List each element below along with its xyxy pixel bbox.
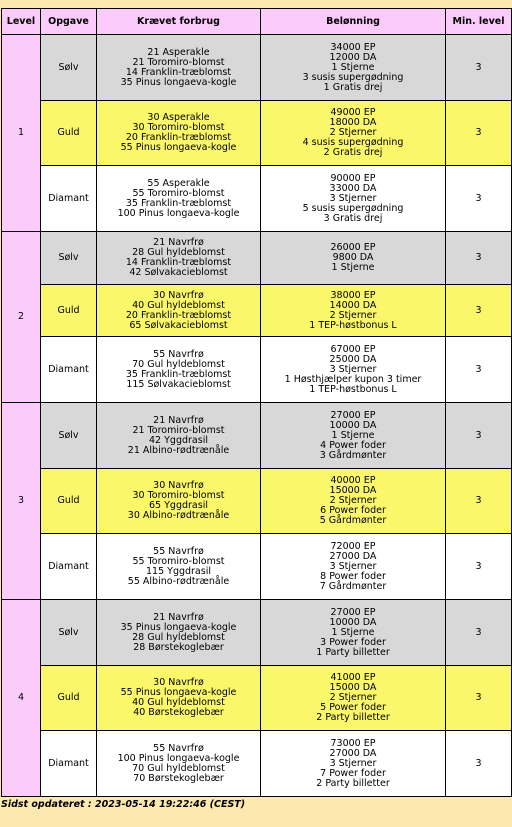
required-item: 115 Yggdrasil: [145, 565, 211, 577]
reward-item: 10000 DA: [329, 616, 377, 628]
required-cell: [97, 731, 261, 797]
reward-item: 3 Gårdmønter: [319, 449, 387, 461]
reward-cell: [261, 101, 446, 166]
required-cell: [97, 35, 261, 101]
required-item: 28 Børstekoglebær: [133, 641, 224, 653]
table-row: [2, 35, 512, 101]
required-item: 55 Navrfrø: [153, 545, 204, 557]
min-level-cell: 3: [446, 666, 512, 731]
reward-item: 38000 EP: [330, 289, 376, 301]
reward-item: 1 TEP-høstbonus L: [309, 319, 397, 331]
required-item: 55 Pinus longaeva-kogle: [120, 142, 237, 153]
required-item: 100 Pinus longaeva-kogle: [117, 207, 240, 219]
reward-item: 3 Stjerner: [329, 192, 377, 204]
reward-item: 2 Party billetter: [316, 777, 390, 789]
task-cell: Sølv: [41, 600, 97, 666]
required-item: 14 Franklin-træblomst: [125, 257, 232, 268]
reward-item: 34000 EP: [330, 41, 376, 53]
reward-cell: [261, 35, 446, 101]
required-item: 70 Gul hyldeblomst: [132, 358, 225, 370]
min-level-cell: 3: [446, 731, 512, 797]
required-item: 65 Yggdrasil: [149, 500, 208, 511]
quest-table: [1, 8, 512, 797]
table-row: [2, 666, 512, 731]
required-item: 65 Sølvakacieblomst: [129, 319, 228, 331]
required-cell: [97, 666, 261, 731]
reward-item: 1 Stjerne: [331, 626, 375, 638]
table-row: [2, 600, 512, 666]
min-level-cell: 3: [446, 101, 512, 166]
reward-item: 2 Stjerner: [329, 692, 377, 703]
reward-item: 40000 EP: [330, 475, 376, 486]
reward-item: 26000 EP: [330, 242, 376, 253]
reward-item: 15000 DA: [329, 485, 377, 496]
reward-item: 72000 EP: [330, 540, 376, 552]
table-row: [2, 731, 512, 797]
required-cell: [97, 469, 261, 534]
table-row: [2, 232, 512, 285]
task-cell: Diamant: [41, 731, 97, 797]
required-item: 42 Yggdrasil: [149, 434, 208, 446]
level-cell: 4: [2, 600, 41, 797]
reward-cell: [261, 285, 446, 337]
required-item: 55 Navrfrø: [153, 742, 204, 754]
required-item: 40 Gul hyldeblomst: [132, 697, 225, 708]
required-cell: [97, 534, 261, 600]
quest-body: [2, 35, 512, 797]
task-cell: Sølv: [41, 35, 97, 101]
required-item: 30 Navrfrø: [153, 677, 204, 688]
reward-item: 1 TEP-høstbonus L: [309, 383, 397, 395]
required-item: 28 Gul hyldeblomst: [132, 631, 225, 643]
header-row: [2, 9, 512, 35]
reward-cell: [261, 166, 446, 232]
reward-cell: [261, 232, 446, 285]
reward-cell: [261, 403, 446, 469]
task-cell: Sølv: [41, 403, 97, 469]
reward-item: 2 Stjerner: [329, 127, 377, 138]
level-cell: 3: [2, 403, 41, 600]
task-cell: Guld: [41, 101, 97, 166]
required-item: 70 Børstekoglebær: [133, 772, 224, 784]
required-cell: [97, 285, 261, 337]
required-item: 55 Albino-rødtrænåle: [127, 575, 230, 587]
reward-item: 3 susis supergødning: [302, 71, 404, 83]
task-cell: Sølv: [41, 232, 97, 285]
header-min-level: Min. level: [446, 9, 512, 35]
reward-cell: [261, 666, 446, 731]
reward-item: 33000 DA: [329, 182, 377, 194]
header-task: Opgave: [41, 9, 97, 35]
table-row: [2, 534, 512, 600]
required-cell: [97, 232, 261, 285]
min-level-cell: 3: [446, 403, 512, 469]
reward-item: 2 Party billetter: [316, 712, 390, 723]
reward-cell: [261, 534, 446, 600]
reward-item: 3 Power foder: [320, 636, 386, 648]
reward-cell: [261, 337, 446, 403]
required-item: 55 Toromiro-blomst: [132, 187, 225, 199]
reward-cell: [261, 600, 446, 666]
reward-item: 7 Gårdmønter: [319, 580, 387, 592]
level-cell: 1: [2, 35, 41, 232]
reward-item: 9800 DA: [332, 252, 374, 263]
required-item: 42 Sølvakacieblomst: [129, 267, 228, 278]
reward-item: 3 Stjerner: [329, 363, 377, 375]
task-cell: Diamant: [41, 534, 97, 600]
reward-item: 49000 EP: [330, 107, 376, 118]
header-level: Level: [2, 9, 41, 35]
required-item: 40 Gul hyldeblomst: [132, 299, 225, 311]
required-item: 55 Asperakle: [147, 177, 210, 189]
required-cell: [97, 337, 261, 403]
required-item: 30 Navrfrø: [153, 480, 204, 491]
required-item: 21 Albino-rødtrænåle: [127, 444, 230, 456]
reward-item: 2 Gratis drej: [323, 147, 383, 158]
required-item: 55 Pinus longaeva-kogle: [120, 687, 237, 698]
reward-item: 4 susis supergødning: [302, 137, 404, 148]
reward-item: 4 Power foder: [320, 439, 386, 451]
required-item: 55 Toromiro-blomst: [132, 555, 225, 567]
reward-item: 5 susis supergødning: [302, 202, 404, 214]
reward-item: 1 Stjerne: [331, 262, 375, 273]
required-item: 21 Asperakle: [147, 46, 210, 58]
reward-item: 73000 EP: [330, 737, 376, 749]
reward-item: 2 Stjerner: [329, 495, 377, 506]
reward-item: 1 Høsthjælper kupon 3 timer: [284, 373, 422, 385]
reward-item: 12000 DA: [329, 51, 377, 63]
reward-item: 15000 DA: [329, 682, 377, 693]
reward-item: 67000 EP: [330, 343, 376, 355]
required-item: 40 Børstekoglebær: [133, 707, 224, 718]
reward-item: 1 Stjerne: [331, 61, 375, 73]
required-item: 100 Pinus longaeva-kogle: [117, 752, 240, 764]
min-level-cell: 3: [446, 285, 512, 337]
reward-item: 25000 DA: [329, 353, 377, 365]
min-level-cell: 3: [446, 600, 512, 666]
task-cell: Guld: [41, 285, 97, 337]
reward-item: 8 Power foder: [320, 570, 386, 582]
required-item: 28 Gul hyldeblomst: [132, 247, 225, 258]
required-cell: [97, 101, 261, 166]
required-item: 21 Navrfrø: [153, 237, 204, 248]
required-item: 30 Toromiro-blomst: [132, 122, 225, 133]
required-item: 21 Navrfrø: [153, 414, 204, 426]
reward-item: 27000 EP: [330, 409, 376, 421]
header-required: Krævet forbrug: [97, 9, 261, 35]
reward-item: 1 Party billetter: [316, 646, 390, 658]
reward-item: 90000 EP: [330, 172, 376, 184]
reward-item: 14000 DA: [329, 299, 377, 311]
required-item: 30 Asperakle: [147, 112, 210, 123]
required-item: 35 Pinus longaeva-kogle: [120, 621, 237, 633]
required-item: 21 Toromiro-blomst: [132, 56, 225, 68]
min-level-cell: 3: [446, 534, 512, 600]
table-row: [2, 469, 512, 534]
reward-item: 3 Stjerner: [329, 560, 377, 572]
reward-item: 7 Power foder: [320, 767, 386, 779]
required-item: 30 Albino-rødtrænåle: [127, 510, 230, 521]
reward-item: 27000 DA: [329, 747, 377, 759]
required-item: 30 Navrfrø: [153, 289, 204, 301]
min-level-cell: 3: [446, 232, 512, 285]
min-level-cell: 3: [446, 337, 512, 403]
table-row: [2, 101, 512, 166]
required-item: 35 Franklin-træblomst: [125, 368, 232, 380]
required-item: 35 Franklin-træblomst: [125, 197, 232, 209]
reward-cell: [261, 731, 446, 797]
required-cell: [97, 600, 261, 666]
min-level-cell: 3: [446, 35, 512, 101]
level-cell: 2: [2, 232, 41, 403]
required-item: 21 Toromiro-blomst: [132, 424, 225, 436]
required-item: 55 Navrfrø: [153, 348, 204, 360]
reward-item: 6 Power foder: [320, 505, 386, 516]
reward-item: 3 Gratis drej: [323, 212, 383, 224]
min-level-cell: 3: [446, 469, 512, 534]
table-row: [2, 403, 512, 469]
last-updated: Sidst opdateret : 2023-05-14 19:22:46 (CEST): [1, 799, 246, 810]
reward-item: 1 Stjerne: [331, 429, 375, 441]
required-item: 14 Franklin-træblomst: [125, 66, 232, 78]
task-cell: Guld: [41, 666, 97, 731]
reward-item: 41000 EP: [330, 672, 376, 683]
required-item: 20 Franklin-træblomst: [125, 132, 232, 143]
required-cell: [97, 403, 261, 469]
required-cell: [97, 166, 261, 232]
required-item: 20 Franklin-træblomst: [125, 309, 232, 321]
required-item: 35 Pinus longaeva-kogle: [120, 76, 237, 88]
min-level-cell: 3: [446, 166, 512, 232]
reward-item: 10000 DA: [329, 419, 377, 431]
reward-item: 1 Gratis drej: [323, 81, 383, 93]
table-row: [2, 166, 512, 232]
table-row: [2, 337, 512, 403]
required-item: 21 Navrfrø: [153, 611, 204, 623]
reward-item: 5 Power foder: [320, 702, 386, 713]
required-item: 70 Gul hyldeblomst: [132, 762, 225, 774]
task-cell: Diamant: [41, 337, 97, 403]
required-item: 30 Toromiro-blomst: [132, 490, 225, 501]
required-item: 115 Sølvakacieblomst: [126, 378, 231, 390]
task-cell: Guld: [41, 469, 97, 534]
task-cell: Diamant: [41, 166, 97, 232]
reward-item: 27000 DA: [329, 550, 377, 562]
reward-item: 3 Stjerner: [329, 757, 377, 769]
header-reward: Belønning: [261, 9, 446, 35]
reward-item: 5 Gårdmønter: [319, 515, 387, 526]
reward-cell: [261, 469, 446, 534]
table-row: [2, 285, 512, 337]
reward-item: 2 Stjerner: [329, 309, 377, 321]
reward-item: 27000 EP: [330, 606, 376, 618]
reward-item: 18000 DA: [329, 117, 377, 128]
